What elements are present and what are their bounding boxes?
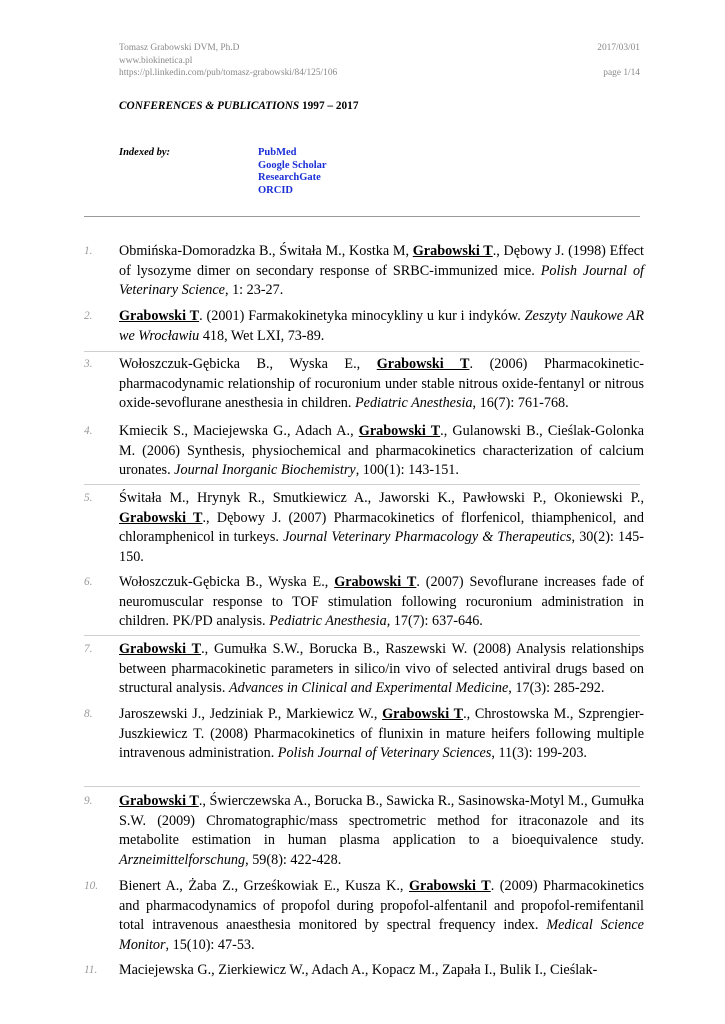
index-link-researchgate[interactable]: ResearchGate	[258, 172, 321, 184]
authors-before: Bienert A., Żaba Z., Grześkowiak E., Kusza K.,	[119, 878, 409, 894]
publication-text	[119, 877, 644, 955]
section-divider	[84, 484, 640, 485]
publication-title: . (2007) Sevoflurane increases fade of neuromuscular response to TOF stimulation following rocuronium administration in children. PK/PD analysis.	[119, 574, 644, 630]
publication-number: 3.	[84, 358, 93, 370]
publication-item	[84, 355, 644, 414]
journal-name: Medical Science Monitor	[119, 917, 644, 953]
publication-title: . (2009) Pharmacokinetics and pharmacodynamics of propofol during propofol-alfentanil and propofol-remifentanil total intravenous anaesthesia monitored by spectral frequency index.	[119, 878, 644, 934]
publication-title: ., Gulanowski B., Cieślak-Golonka M. (2006) Synthesis, physiochemical and pharmacokinetics characterization of calcium uronates.	[119, 423, 645, 479]
highlighted-author: Grabowski T	[119, 793, 199, 809]
publication-volume: , 30(2): 145-150.	[119, 529, 645, 565]
authors-before: Wołoszczuk-Gębicka B., Wyska E.,	[119, 356, 377, 372]
publication-item	[84, 242, 644, 301]
journal-name: Pediatric Anesthesia	[269, 613, 387, 630]
publication-text	[119, 961, 644, 981]
publication-title: . (2001) Farmakokinetyka minocykliny u kur i indyków.	[199, 308, 525, 324]
publication-text	[119, 705, 644, 764]
publication-volume: , 17(7): 637-646.	[386, 613, 483, 630]
publication-volume: , 16(7): 761-768.	[472, 395, 569, 412]
journal-name: Arzneimittelforschung	[119, 851, 246, 868]
publication-volume: , 1: 23-27.	[224, 282, 284, 299]
index-link-pubmed[interactable]: PubMed	[258, 147, 297, 158]
authors-before: Świtała M., Hrynyk R., Smutkiewicz A., Jaworski K., Pawłowski P., Okoniewski P.,	[119, 490, 644, 506]
page-header	[119, 42, 640, 80]
publication-item	[84, 489, 644, 567]
authors-before: Maciejewska G., Zierkiewicz W., Adach A., Kopacz M., Zapała I., Bulik I., Cieślak-	[119, 962, 598, 978]
publication-text	[119, 307, 644, 346]
journal-name: Journal Veterinary Pharmacology & Therapeutics	[283, 529, 572, 546]
highlighted-author: Grabowski T	[334, 574, 417, 590]
publication-number: 8.	[84, 708, 93, 720]
highlighted-author: Grabowski T	[408, 878, 491, 894]
highlighted-author: Grabowski T	[119, 308, 200, 324]
publication-text	[119, 242, 644, 301]
highlighted-author: Grabowski T	[412, 243, 493, 259]
publication-number: 7.	[84, 643, 93, 655]
index-list	[258, 147, 327, 197]
authors-before: Kmiecik S., Maciejewska G., Adach A.,	[119, 423, 359, 439]
publication-number: 10.	[84, 880, 99, 892]
header-linkedin-link[interactable]: https://pl.linkedin.com/pub/tomasz-grabowski/84/125/106	[119, 68, 338, 79]
highlighted-author: Grabowski T	[358, 423, 441, 439]
publication-number: 2.	[84, 310, 93, 322]
publication-text	[119, 489, 644, 567]
title-italic: CONFERENCES & PUBLICATIONS	[119, 100, 300, 112]
journal-name: Pediatric Anesthesia	[354, 395, 473, 412]
title-years: 1997 – 2017	[299, 100, 359, 112]
journal-name: Zeszyty Naukowe AR we Wrocławiu	[119, 308, 644, 344]
publication-text	[119, 640, 644, 699]
publication-item	[84, 307, 644, 346]
publication-text	[119, 792, 644, 870]
publication-item	[84, 877, 644, 955]
highlighted-author: Grabowski T	[119, 509, 203, 526]
publication-number: 4.	[84, 425, 93, 437]
publication-title: ., Dębowy J. (2007) Pharmacokinetics of florfenicol, thiamphenicol, and chloramphenicol in turkeys.	[119, 509, 644, 546]
publication-title: ., Dębowy J. (1998) Effect of lysozyme dimer on secondary response of SRBC-immunized mice.	[119, 243, 645, 279]
publication-text	[119, 355, 644, 414]
index-link-orcid[interactable]: ORCID	[258, 184, 294, 196]
authors-before: Jaroszewski J., Jedziniak P., Markiewicz W.,	[119, 706, 383, 722]
header-author: Tomasz Grabowski DVM, Ph.D	[119, 43, 240, 53]
highlighted-author: Grabowski T	[382, 706, 464, 722]
publication-number: 11.	[84, 964, 98, 976]
journal-name: Journal Inorganic Biochemistry	[174, 462, 356, 479]
publication-item	[84, 961, 644, 981]
authors-before: Wołoszczuk-Gębicka B., Wyska E.,	[119, 574, 335, 590]
publication-volume: , 59(8): 422-428.	[245, 851, 342, 868]
page-title	[119, 100, 358, 112]
header-page-number: page 1/14	[603, 68, 640, 79]
publication-number: 6.	[84, 576, 93, 588]
publication-volume: , 15(10): 47-53.	[165, 936, 255, 953]
publication-number: 9.	[84, 795, 93, 807]
publication-volume: , 100(1): 143-151.	[355, 462, 459, 479]
publication-title: ., Chrostowska M., Szprengier-Juszkiewicz T. (2008) Pharmacokinetics of flunixin in mature heifers following multiple intravenous administration.	[119, 706, 644, 762]
publication-text	[119, 422, 644, 481]
section-divider	[84, 351, 640, 352]
top-divider	[84, 216, 640, 217]
publication-volume: 418, Wet LXI, 73-89.	[199, 327, 325, 344]
section-divider	[84, 635, 640, 636]
publication-text	[119, 573, 644, 632]
header-date: 2017/03/01	[597, 43, 640, 53]
highlighted-author: Grabowski T	[376, 356, 470, 372]
index-link-google-scholar[interactable]: Google Scholar	[258, 159, 327, 171]
journal-name: Polish Journal of Veterinary Sciences	[277, 745, 492, 762]
publication-title: . (2006) Pharmacokinetic-pharmacodynamic relationship of rocuronium under stable nitrous oxide-fentanyl or nitrous oxide-sevoflurane anesthesia in children.	[119, 356, 645, 412]
publication-item	[84, 422, 644, 481]
publication-number: 1.	[84, 245, 93, 257]
publication-item	[84, 705, 644, 764]
authors-before: Obmińska-Domoradzka B., Świtała M., Kostka M,	[119, 243, 413, 259]
publication-title: ., Gumułka S.W., Borucka B., Raszewski W. (2008) Analysis relationships between pharmacokinetic parameters in silico/in vivo of selected antiviral drugs based on structural analysis.	[119, 641, 645, 697]
highlighted-author: Grabowski T	[119, 641, 202, 657]
publication-volume: , 11(3): 199-203.	[491, 745, 587, 762]
publication-item	[84, 792, 644, 870]
publication-volume: , 17(3): 285-292.	[508, 680, 605, 697]
section-divider	[84, 786, 640, 787]
journal-name: Polish Journal of Veterinary Science	[119, 262, 644, 299]
publication-number: 5.	[84, 492, 93, 504]
publication-item	[84, 573, 644, 632]
indexed-label: Indexed by:	[119, 147, 171, 158]
publication-item	[84, 640, 644, 699]
journal-name: Advances in Clinical and Experimental Medicine	[228, 680, 509, 697]
header-website-link[interactable]: www.biokinetica.pl	[119, 55, 193, 66]
publication-title: ., Świerczewska A., Borucka B., Sawicka R., Sasinowska-Motyl M., Gumułka S.W. (2009) Chromatographic/mass spectrometric method for itraconazole and its metabolite estimation in human plasma application to a bioequivalence study.	[119, 793, 644, 849]
